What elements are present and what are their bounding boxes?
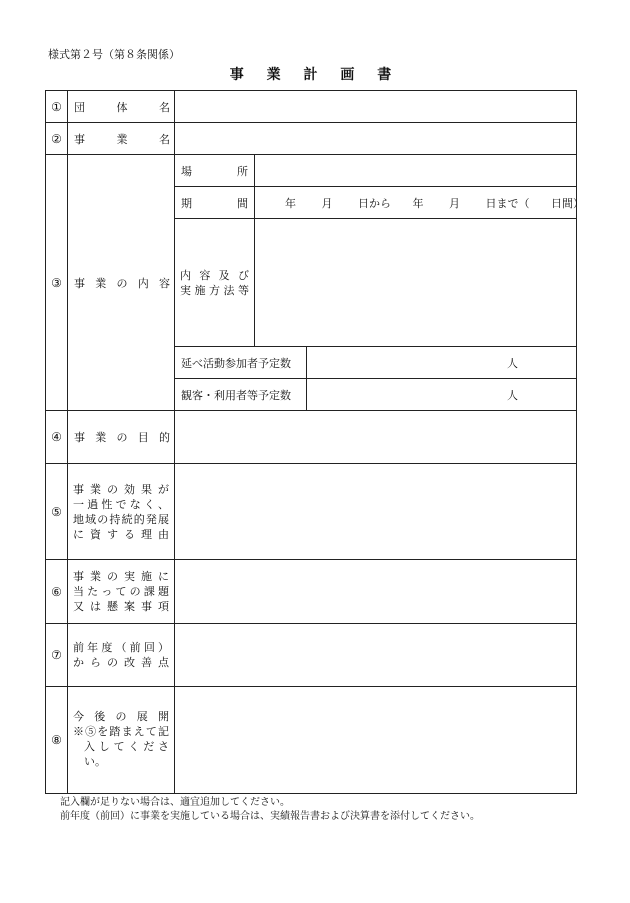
period-start-month: 月 <box>321 196 333 210</box>
period-end-year: 年 <box>412 196 424 210</box>
form-number-label: 様式第２号（第８条関係） <box>48 48 180 61</box>
period-start-day: 日から <box>358 196 391 210</box>
row-number: ⑦ <box>46 624 68 687</box>
improvement-label-line: からの改善点 <box>73 656 169 669</box>
row-group-name <box>46 91 577 123</box>
participants-label: 延べ活動参加者予定数 <box>175 347 307 379</box>
business-plan-table <box>45 90 584 794</box>
future-label-line: 今 後 の 展 開 <box>73 710 169 723</box>
row-project-name <box>46 123 577 155</box>
row-number: ⑧ <box>46 687 68 794</box>
place-field[interactable] <box>255 155 577 187</box>
future-field[interactable] <box>175 687 577 794</box>
effect-label-line: 地域の持続的発展 <box>73 512 169 526</box>
period-days: 日間） <box>551 196 584 210</box>
method-field[interactable] <box>255 219 577 347</box>
method-label <box>175 219 255 347</box>
period-field[interactable] <box>255 187 584 219</box>
row-effect <box>46 464 577 560</box>
row-purpose <box>46 411 577 464</box>
group-name-field[interactable] <box>175 91 577 123</box>
issues-field[interactable] <box>175 560 577 624</box>
row-number: ④ <box>46 411 68 464</box>
row-number: ⑤ <box>46 464 68 560</box>
improvement-label <box>68 624 175 687</box>
issues-label-line: 当たっての課題 <box>73 585 169 598</box>
effect-field[interactable] <box>175 464 577 560</box>
place-label: 場 所 <box>175 155 255 187</box>
period-start-year: 年 <box>285 196 296 210</box>
effect-label-line: 一過性でなく、 <box>73 497 169 511</box>
row-future <box>46 687 577 794</box>
footnote-line: 記入欄が足りない場合は、適宜追加してください。 <box>60 797 290 808</box>
footnotes <box>60 796 480 824</box>
effect-label-line: に 資 す る 理 由 <box>73 527 169 541</box>
participants-unit: 人 <box>507 356 518 370</box>
purpose-field[interactable] <box>175 411 577 464</box>
period-end-month: 月 <box>449 196 460 210</box>
project-name-label: 事 業 名 <box>68 123 175 155</box>
row-improvement <box>46 624 577 687</box>
improvement-label-line: 前年度（前回） <box>73 641 169 654</box>
purpose-label: 事 業 の 目 的 <box>68 411 175 464</box>
future-label-line: ※⑤を踏まえて記 <box>73 725 169 738</box>
document-title: 事 業 計 画 書 <box>229 67 401 83</box>
effect-label-line: 事業の効果が <box>73 482 169 496</box>
group-name-label: 団 体 名 <box>68 91 175 123</box>
period-label: 期 間 <box>175 187 255 219</box>
effect-label <box>68 464 175 560</box>
participants-field[interactable] <box>307 347 577 379</box>
future-label <box>68 687 175 794</box>
visitors-unit: 人 <box>507 388 518 402</box>
issues-label-line: 事業の実施に <box>73 570 169 583</box>
visitors-field[interactable] <box>307 379 577 411</box>
footnote-line: 前年度（前回）に事業を実施している場合は、実績報告書および決算書を添付してください。 <box>60 811 480 822</box>
future-label-line: 入してくださ <box>84 740 169 753</box>
method-label-line: 内容及び <box>180 268 249 282</box>
row-number: ① <box>46 91 68 123</box>
period-end-day: 日まで（ <box>485 196 530 210</box>
issues-label-line: 又は懸案事項 <box>73 600 169 613</box>
row-place <box>46 155 577 187</box>
future-label-line: い。 <box>84 755 106 768</box>
row-number: ② <box>46 123 68 155</box>
row-number: ⑥ <box>46 560 68 624</box>
row-issues <box>46 560 577 624</box>
improvement-field[interactable] <box>175 624 577 687</box>
visitors-label: 観客・利用者等予定数 <box>175 379 307 411</box>
method-label-line: 実施方法等 <box>180 283 249 297</box>
issues-label <box>68 560 175 624</box>
content-label: 事 業 の 内 容 <box>68 155 175 411</box>
project-name-field[interactable] <box>175 123 577 155</box>
row-number: ③ <box>46 155 68 411</box>
